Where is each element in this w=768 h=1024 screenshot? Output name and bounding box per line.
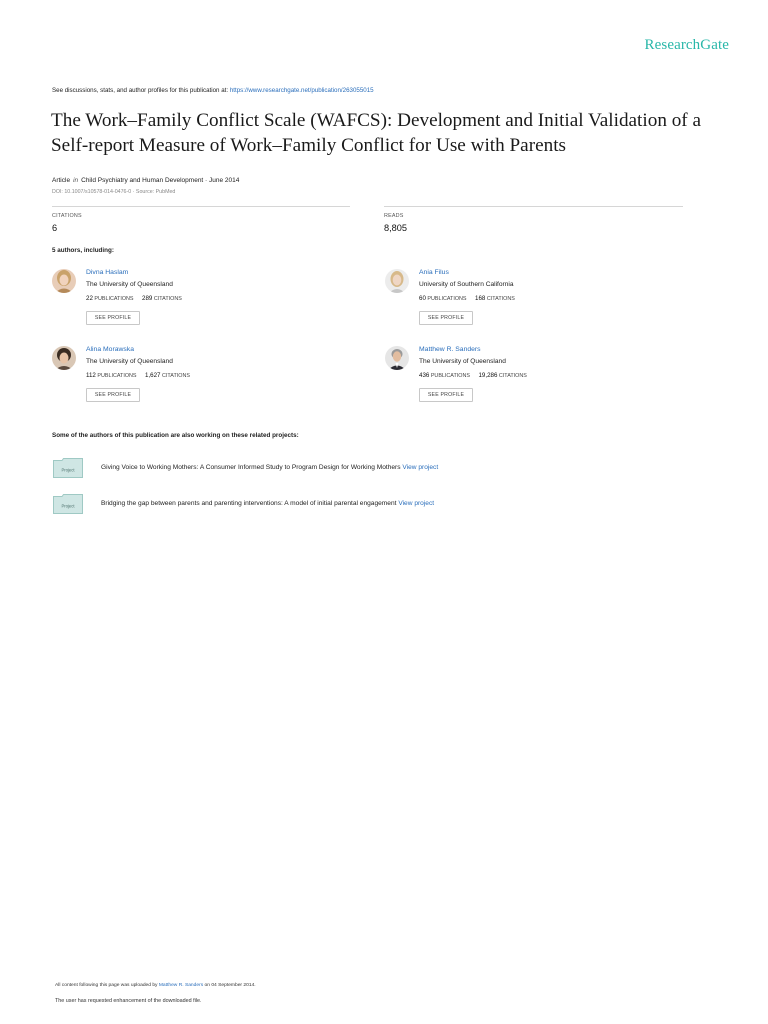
author-name[interactable]: Matthew R. Sanders [419, 346, 481, 353]
author-card [52, 346, 302, 408]
journal-name[interactable]: Child Psychiatry and Human Development · June 2014 [81, 177, 240, 184]
citations-label: CITATIONS [162, 373, 190, 379]
view-project-link[interactable]: View project [402, 464, 439, 471]
authors-heading: 5 authors, including: [52, 247, 114, 254]
author-name[interactable]: Ania Filus [419, 269, 449, 276]
article-type: Article [52, 177, 71, 184]
project-folder-icon[interactable] [53, 458, 83, 478]
reads-label: READS [384, 213, 404, 219]
avatar[interactable] [385, 346, 409, 370]
publications-label: PUBLICATIONS [94, 296, 134, 302]
publication-url-link[interactable]: https://www.researchgate.net/publication/263055015 [229, 87, 374, 94]
see-profile-button[interactable]: SEE PROFILE [86, 311, 140, 325]
project-item [101, 464, 438, 471]
project-title: Bridging the gap between parents and parenting interventions: A model of initial parental engagement [101, 500, 397, 507]
author-name[interactable]: Alina Morawska [86, 346, 134, 353]
author-name[interactable]: Divna Haslam [86, 269, 129, 276]
avatar[interactable] [52, 346, 76, 370]
project-folder-icon[interactable] [53, 494, 83, 514]
citations-count: 1,627 [145, 372, 161, 379]
project-item [101, 500, 434, 507]
publications-count: 60 [419, 295, 426, 302]
doi-line: DOI: 10.1007/s10578-014-0476-0 · Source: PubMed [52, 189, 176, 195]
citations-label: CITATIONS [498, 373, 527, 379]
author-stats [419, 295, 515, 302]
publications-count: 112 [86, 372, 96, 379]
related-projects-heading: Some of the authors of this publication are also working on these related projects: [52, 432, 299, 439]
see-profile-button[interactable]: SEE PROFILE [419, 388, 473, 402]
author-stats [419, 372, 527, 379]
author-card [52, 269, 302, 331]
author-affiliation: The University of Queensland [86, 358, 173, 365]
author-affiliation: The University of Queensland [86, 281, 173, 288]
author-card [385, 346, 635, 408]
upload-suffix: on 04 September 2014. [203, 983, 256, 988]
article-in: in [73, 177, 79, 184]
article-meta [52, 177, 239, 184]
avatar[interactable] [385, 269, 409, 293]
upload-prefix: All content following this page was uploaded by [55, 983, 159, 988]
researchgate-logo[interactable]: ResearchGate [644, 37, 729, 53]
citations-count: 168 [475, 295, 486, 302]
author-card [385, 269, 635, 331]
discussion-line [52, 87, 374, 94]
reads-divider [384, 206, 683, 207]
citations-divider [52, 206, 350, 207]
publications-count: 436 [419, 372, 430, 379]
citations-count: 19,286 [478, 372, 498, 379]
publications-label: PUBLICATIONS [97, 373, 137, 379]
publication-title: The Work–Family Conflict Scale (WAFCS): Development and Initial Validation of a Self-report Measure of Work–Family Conflict for Use with Parents [51, 110, 702, 156]
project-icon-label: Project [61, 503, 75, 509]
publications-label: PUBLICATIONS [427, 296, 467, 302]
publications-count: 22 [86, 295, 93, 302]
view-project-link[interactable]: View project [398, 500, 435, 507]
upload-note [55, 983, 256, 988]
enhancement-note: The user has requested enhancement of the downloaded file. [55, 998, 202, 1004]
author-affiliation: University of Southern California [419, 281, 514, 288]
publications-label: PUBLICATIONS [430, 373, 470, 379]
reads-value: 8,805 [384, 223, 407, 233]
see-profile-button[interactable]: SEE PROFILE [86, 388, 140, 402]
citations-label: CITATIONS [52, 213, 82, 219]
citations-value: 6 [52, 223, 58, 233]
discussion-prefix: See discussions, stats, and author profiles for this publication at: [52, 87, 230, 94]
author-stats [86, 295, 182, 302]
project-icon-label: Project [61, 467, 75, 473]
avatar[interactable] [52, 269, 76, 293]
author-affiliation: The University of Queensland [419, 358, 506, 365]
author-stats [86, 372, 190, 379]
see-profile-button[interactable]: SEE PROFILE [419, 311, 473, 325]
citations-count: 289 [142, 295, 153, 302]
uploader-link[interactable]: Matthew R. Sanders [158, 983, 204, 988]
citations-label: CITATIONS [486, 296, 515, 302]
project-title: Giving Voice to Working Mothers: A Consumer Informed Study to Program Design for Working Mothers [101, 464, 401, 471]
citations-label: CITATIONS [153, 296, 182, 302]
